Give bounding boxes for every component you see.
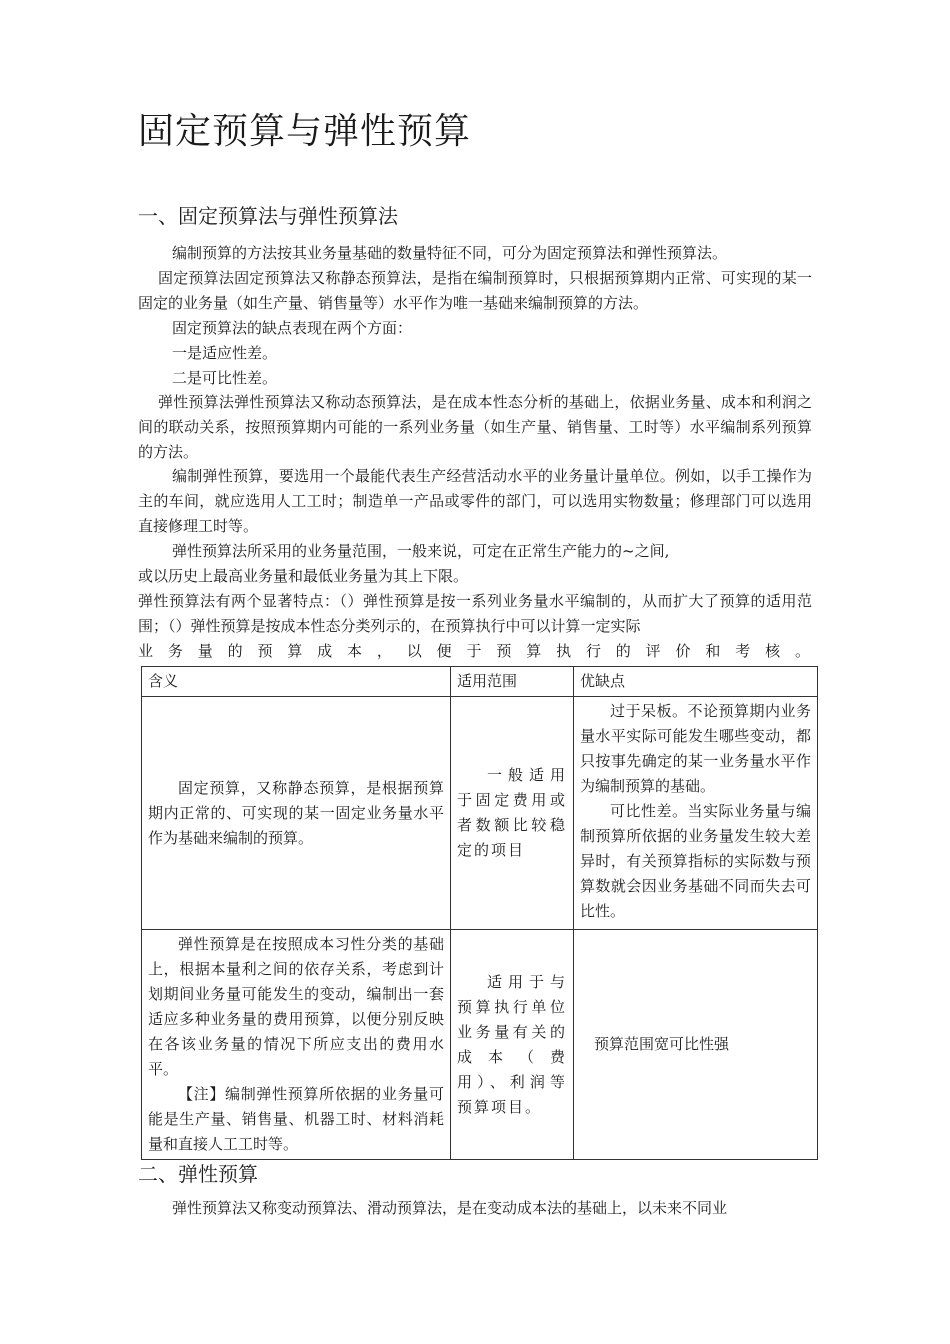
comparison-table xyxy=(141,666,818,1160)
cell-fixed-pros-cons-1: 过于呆板。不论预算期内业务量水平实际可能发生哪些变动，都只按事先确定的某一业务量水平作为编制预算的基础。 xyxy=(580,702,811,795)
cell-flexible-note: 【注】编制弹性预算所依据的业务量可能是生产量、销售量、机器工时、材料消耗量和直接人工工时等。 xyxy=(148,1085,444,1153)
cell-flexible-scope: 适用于与预算执行单位业务量有关的成本（费用）、利润等预算项目。 xyxy=(457,972,567,1116)
paragraph-fixed-budget-def: 固定预算法固定预算法又称静态预算法，是指在编制预算时，只根据预算期内正常、可实现的某一固定的业务量（如生产量、销售量等）水平作为唯一基础来编制预算的方法。 xyxy=(138,269,812,312)
paragraph-volume-range-cont: 或以历史上最高业务量和最低业务量为其上下限。 xyxy=(138,567,469,585)
cell-flexible-meaning: 弹性预算是在按照成本习性分类的基础上，根据本量利之间的依存关系，考虑到计划期间业务量可能发生的变动，编制出一套适应多种业务量的费用预算，以便分别反映在各该业务量的情况下所应支出的费用水平。 xyxy=(148,935,444,1078)
paragraph-flexible-budget-def: 弹性预算法弹性预算法又称动态预算法，是在成本性态分析的基础上，依据业务量、成本和利润之间的联动关系，按照预算期内可能的一系列业务量（如生产量、销售量、工时等）水平编制系列预算的方法。 xyxy=(138,393,812,461)
paragraph-flexible-section: 弹性预算法又称变动预算法、滑动预算法，是在变动成本法的基础上，以未来不同业 xyxy=(172,1199,728,1217)
table-row-fixed xyxy=(142,697,818,930)
cell-fixed-pros-cons xyxy=(580,699,811,927)
header-pros-cons: 优缺点 xyxy=(574,667,818,697)
header-scope: 适用范围 xyxy=(451,667,574,697)
table-row-flexible xyxy=(142,930,818,1160)
paragraph-two-features-end: 业务量的预算成本，以便于预算执行的评价和考核。 xyxy=(138,642,812,660)
cell-flexible-pros-cons: 预算范围宽可比性强 xyxy=(594,1035,730,1053)
paragraph-two-features: 弹性预算法有两个显著特点：（）弹性预算是按一系列业务量水平编制的，从而扩大了预算的适用范围；（）弹性预算是按成本性态分类列示的，在预算执行中可以计算一定实际 xyxy=(138,592,812,635)
paragraph-drawback-2: 二是可比性差。 xyxy=(172,369,278,387)
table-header-row xyxy=(142,667,818,697)
paragraph-fixed-drawbacks: 固定预算法的缺点表现在两个方面： xyxy=(172,319,413,337)
cell-fixed-scope: 一般适用于固定费用或者数额比较稳定的项目 xyxy=(457,766,567,859)
paragraph-measurement-unit: 编制弹性预算，要选用一个最能代表生产经营活动水平的业务量计量单位。例如，以手工操作为主的车间，就应选用人工工时；制造单一产品或零件的部门，可以选用实物数量；修理部门可以选用直接修理工时等。 xyxy=(138,467,812,535)
cell-fixed-pros-cons-2: 可比性差。当实际业务量与编制预算所依据的业务量发生较大差异时，有关预算指标的实际数与预算数就会因业务基础不同而失去可比性。 xyxy=(580,802,811,920)
cell-fixed-meaning: 固定预算，又称静态预算，是根据预算期内正常的、可实现的某一固定业务量水平作为基础来编制的预算。 xyxy=(148,778,444,847)
paragraph-intro: 编制预算的方法按其业务量基础的数量特征不同，可分为固定预算法和弹性预算法。 xyxy=(172,244,728,262)
section-heading-2: 二、弹性预算 xyxy=(138,1162,258,1186)
paragraph-drawback-1: 一是适应性差。 xyxy=(172,344,278,362)
page-title: 固定预算与弹性预算 xyxy=(138,111,472,152)
section-heading-1: 一、固定预算法与弹性预算法 xyxy=(138,204,398,228)
header-meaning: 含义 xyxy=(142,667,451,697)
paragraph-volume-range: 弹性预算法所采用的业务量范围，一般来说，可定在正常生产能力的~之间, xyxy=(172,542,670,560)
